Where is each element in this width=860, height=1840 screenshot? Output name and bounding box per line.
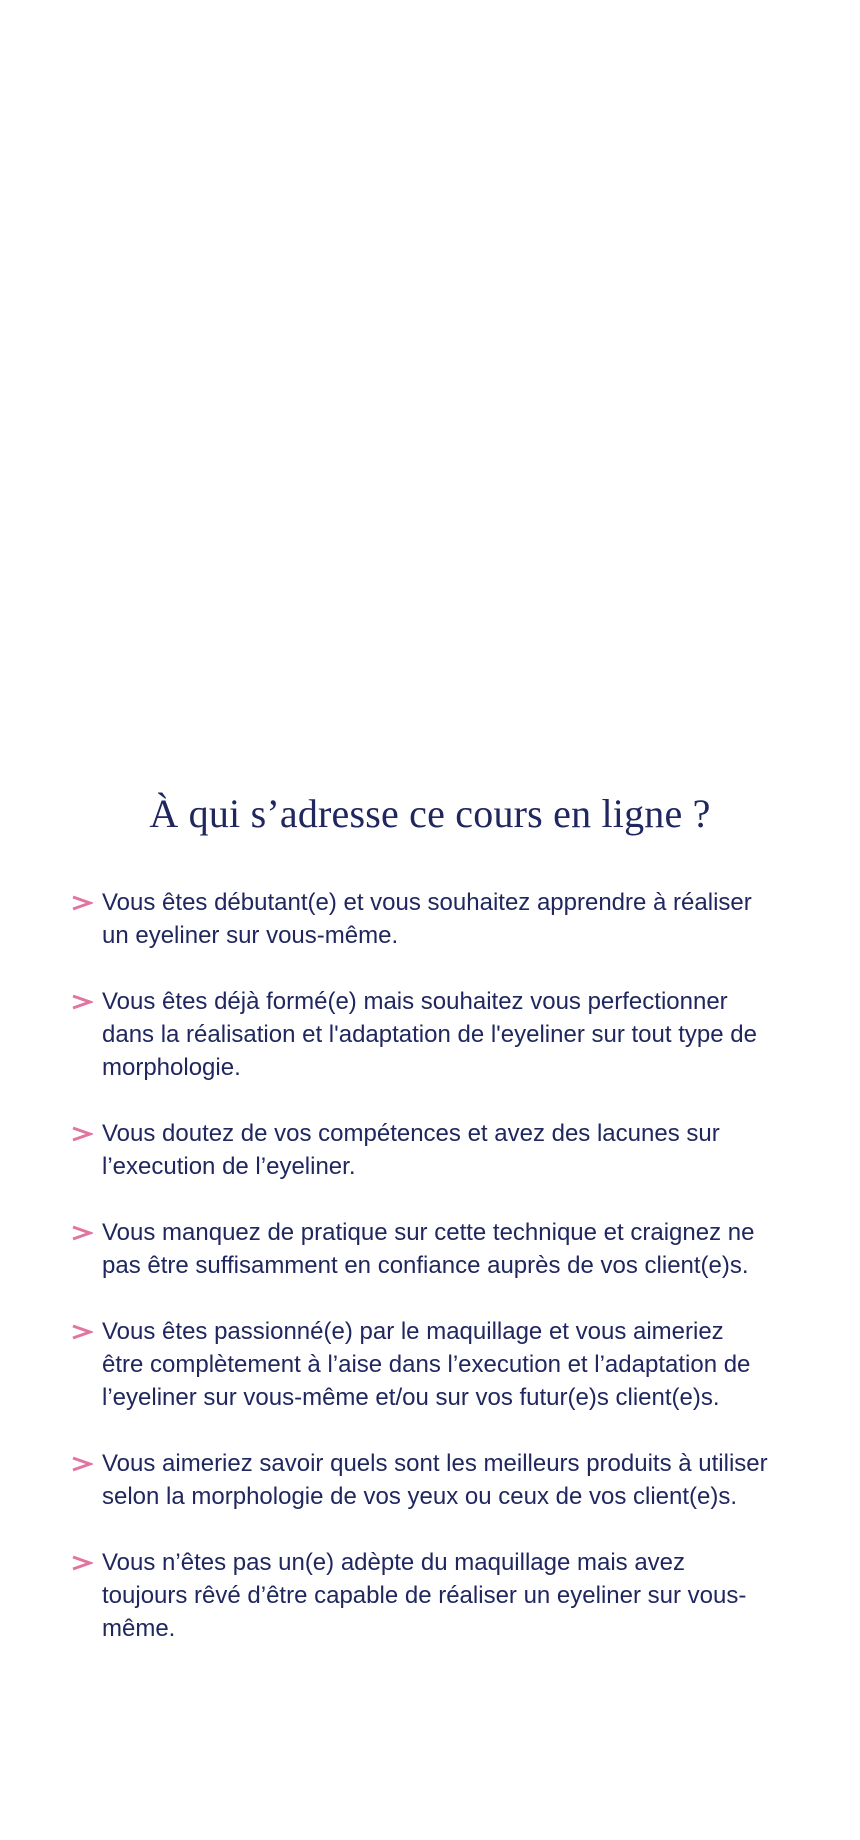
- chevron-right-icon: [71, 985, 97, 1018]
- chevron-right-icon: [71, 1216, 97, 1249]
- list-item-text: Vous doutez de vos compétences et avez des lacunes sur l’execution de l’eyeliner.: [102, 1120, 720, 1180]
- list-item-text: Vous aimeriez savoir quels sont les meilleurs produits à utiliser selon la morphologie de vos yeux ou ceux de vos client(e)s.: [102, 1450, 768, 1510]
- list-item: [71, 1546, 771, 1645]
- list-item: [71, 985, 771, 1084]
- list-item: [71, 1216, 771, 1282]
- list-item: [71, 1117, 771, 1183]
- chevron-right-icon: [71, 1117, 97, 1150]
- list-item-text: Vous êtes passionné(e) par le maquillage et vous aimeriez être complètement à l’aise dans l’execution et l’adaptation de l’eyeliner sur vous-même et/ou sur vos futur(e)s client(e)s.: [102, 1318, 751, 1411]
- list-item: [71, 1447, 771, 1513]
- chevron-right-icon: [71, 1315, 97, 1348]
- chevron-right-icon: [71, 1546, 97, 1579]
- list-item-text: Vous manquez de pratique sur cette technique et craignez ne pas être suffisamment en confiance auprès de vos client(e)s.: [102, 1219, 755, 1279]
- list-item-text: Vous êtes débutant(e) et vous souhaitez apprendre à réaliser un eyeliner sur vous-même.: [102, 889, 752, 949]
- list-item-text: Vous êtes déjà formé(e) mais souhaitez vous perfectionner dans la réalisation et l'adaptation de l'eyeliner sur tout type de morphologie.: [102, 988, 757, 1081]
- chevron-right-icon: [71, 1447, 97, 1480]
- section-title: À qui s’adresse ce cours en ligne ?: [149, 791, 711, 836]
- list-item-text: Vous n’êtes pas un(e) adèpte du maquillage mais avez toujours rêvé d’être capable de réaliser un eyeliner sur vous-même.: [102, 1549, 747, 1642]
- chevron-right-icon: [71, 886, 97, 919]
- list-item: [71, 1315, 771, 1414]
- audience-list: [71, 886, 771, 1678]
- list-item: [71, 886, 771, 952]
